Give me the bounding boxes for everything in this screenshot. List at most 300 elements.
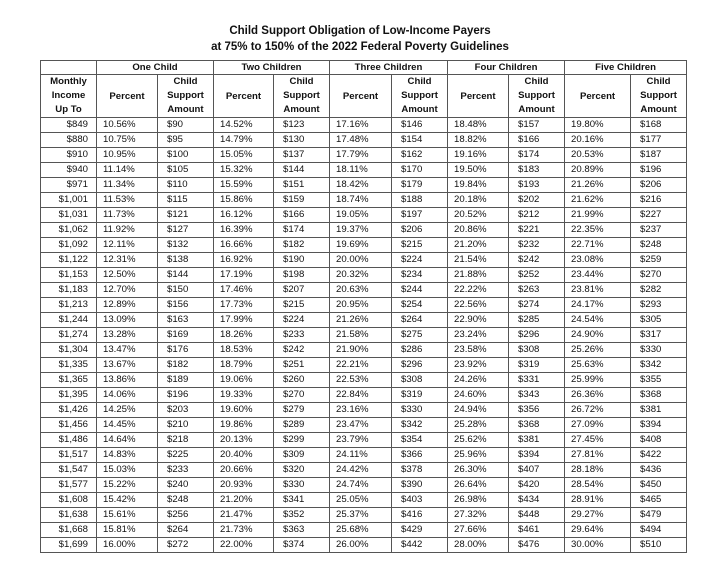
percent-cell: 20.13%	[214, 433, 274, 448]
amount-cell: $381	[509, 433, 565, 448]
percent-cell: 14.83%	[97, 448, 158, 463]
percent-cell: 20.53%	[565, 148, 631, 163]
percent-cell: 15.32%	[214, 163, 274, 178]
amount-cell: $225	[158, 448, 214, 463]
amount-cell: $461	[509, 523, 565, 538]
header-line: Child	[646, 76, 671, 87]
amount-cell: $187	[631, 148, 687, 163]
amount-cell: $242	[509, 253, 565, 268]
income-cell: $940	[41, 163, 97, 178]
percent-cell: 27.81%	[565, 448, 631, 463]
percent-cell: 23.08%	[565, 253, 631, 268]
amount-cell: $293	[631, 298, 687, 313]
income-cell: $1,062	[41, 223, 97, 238]
header-line: Child	[407, 76, 432, 87]
percent-cell: 26.00%	[330, 538, 392, 553]
percent-cell: 25.26%	[565, 343, 631, 358]
percent-cell: 21.20%	[448, 238, 509, 253]
percent-cell: 19.05%	[330, 208, 392, 223]
table-row	[41, 433, 687, 448]
income-cell: $1,183	[41, 283, 97, 298]
percent-cell: 18.48%	[448, 118, 509, 133]
income-cell: $1,608	[41, 493, 97, 508]
percent-cell: 18.26%	[214, 328, 274, 343]
col-header-child-support-amount	[158, 75, 214, 118]
amount-cell: $188	[392, 193, 448, 208]
amount-cell: $256	[158, 508, 214, 523]
percent-cell: 19.06%	[214, 373, 274, 388]
amount-cell: $232	[509, 238, 565, 253]
amount-cell: $343	[509, 388, 565, 403]
table-row	[41, 148, 687, 163]
table-row	[41, 478, 687, 493]
percent-cell: 24.74%	[330, 478, 392, 493]
amount-cell: $123	[274, 118, 330, 133]
header-line: Support	[283, 90, 320, 101]
table-row	[41, 163, 687, 178]
table-row	[41, 133, 687, 148]
amount-cell: $233	[274, 328, 330, 343]
header-line: Amount	[518, 104, 555, 115]
percent-cell: 22.22%	[448, 283, 509, 298]
percent-cell: 17.46%	[214, 283, 274, 298]
amount-cell: $308	[509, 343, 565, 358]
amount-cell: $263	[509, 283, 565, 298]
table-row	[41, 118, 687, 133]
amount-cell: $510	[631, 538, 687, 553]
percent-cell: 22.56%	[448, 298, 509, 313]
amount-cell: $378	[392, 463, 448, 478]
amount-cell: $240	[158, 478, 214, 493]
amount-cell: $234	[392, 268, 448, 283]
amount-cell: $368	[631, 388, 687, 403]
amount-cell: $272	[158, 538, 214, 553]
amount-cell: $319	[509, 358, 565, 373]
amount-cell: $331	[509, 373, 565, 388]
amount-cell: $151	[274, 178, 330, 193]
percent-cell: 24.42%	[330, 463, 392, 478]
amount-cell: $341	[274, 493, 330, 508]
percent-cell: 28.91%	[565, 493, 631, 508]
col-header-percent: Percent	[330, 75, 392, 118]
income-cell: $1,335	[41, 358, 97, 373]
amount-cell: $138	[158, 253, 214, 268]
amount-cell: $110	[158, 178, 214, 193]
percent-cell: 21.73%	[214, 523, 274, 538]
percent-cell: 23.24%	[448, 328, 509, 343]
amount-cell: $366	[392, 448, 448, 463]
amount-cell: $190	[274, 253, 330, 268]
amount-cell: $242	[274, 343, 330, 358]
percent-cell: 15.05%	[214, 148, 274, 163]
income-cell: $1,213	[41, 298, 97, 313]
percent-cell: 22.84%	[330, 388, 392, 403]
header-line: Child	[289, 76, 314, 87]
amount-cell: $320	[274, 463, 330, 478]
income-cell: $1,304	[41, 343, 97, 358]
amount-cell: $494	[631, 523, 687, 538]
percent-cell: 14.25%	[97, 403, 158, 418]
percent-cell: 21.88%	[448, 268, 509, 283]
percent-cell: 24.17%	[565, 298, 631, 313]
percent-cell: 13.47%	[97, 343, 158, 358]
col-header-percent: Percent	[565, 75, 631, 118]
amount-cell: $251	[274, 358, 330, 373]
table-row	[41, 388, 687, 403]
income-cell: $1,456	[41, 418, 97, 433]
amount-cell: $163	[158, 313, 214, 328]
col-header-child-support-amount	[274, 75, 330, 118]
amount-cell: $422	[631, 448, 687, 463]
percent-cell: 20.93%	[214, 478, 274, 493]
percent-cell: 23.47%	[330, 418, 392, 433]
percent-cell: 12.11%	[97, 238, 158, 253]
income-cell: $1,244	[41, 313, 97, 328]
percent-cell: 24.11%	[330, 448, 392, 463]
percent-cell: 15.42%	[97, 493, 158, 508]
amount-cell: $90	[158, 118, 214, 133]
percent-cell: 18.74%	[330, 193, 392, 208]
amount-cell: $403	[392, 493, 448, 508]
percent-cell: 13.86%	[97, 373, 158, 388]
percent-cell: 20.32%	[330, 268, 392, 283]
percent-cell: 25.96%	[448, 448, 509, 463]
table-row	[41, 493, 687, 508]
amount-cell: $206	[392, 223, 448, 238]
amount-cell: $168	[631, 118, 687, 133]
amount-cell: $174	[274, 223, 330, 238]
amount-cell: $254	[392, 298, 448, 313]
percent-cell: 18.79%	[214, 358, 274, 373]
table-row	[41, 508, 687, 523]
amount-cell: $264	[158, 523, 214, 538]
table-row	[41, 418, 687, 433]
amount-cell: $176	[158, 343, 214, 358]
percent-cell: 14.06%	[97, 388, 158, 403]
amount-cell: $144	[274, 163, 330, 178]
header-line: Child	[173, 76, 198, 87]
income-cell: $880	[41, 133, 97, 148]
percent-cell: 15.22%	[97, 478, 158, 493]
percent-cell: 25.63%	[565, 358, 631, 373]
table-row	[41, 358, 687, 373]
percent-cell: 20.95%	[330, 298, 392, 313]
col-header-child-support-amount	[631, 75, 687, 118]
amount-cell: $436	[631, 463, 687, 478]
percent-cell: 21.99%	[565, 208, 631, 223]
header-line: Amount	[283, 104, 320, 115]
amount-cell: $299	[274, 433, 330, 448]
amount-cell: $206	[631, 178, 687, 193]
amount-cell: $450	[631, 478, 687, 493]
income-cell: $1,365	[41, 373, 97, 388]
amount-cell: $210	[158, 418, 214, 433]
amount-cell: $296	[509, 328, 565, 343]
percent-cell: 19.84%	[448, 178, 509, 193]
table-row	[41, 253, 687, 268]
header-line: Support	[518, 90, 555, 101]
percent-cell: 25.99%	[565, 373, 631, 388]
amount-cell: $252	[509, 268, 565, 283]
group-header-three-children: Three Children	[330, 61, 448, 75]
amount-cell: $259	[631, 253, 687, 268]
percent-cell: 15.03%	[97, 463, 158, 478]
table-row	[41, 523, 687, 538]
amount-cell: $448	[509, 508, 565, 523]
header-line: Amount	[401, 104, 438, 115]
header-line: Amount	[640, 104, 677, 115]
amount-cell: $407	[509, 463, 565, 478]
amount-cell: $317	[631, 328, 687, 343]
percent-cell: 22.71%	[565, 238, 631, 253]
group-header-two-children: Two Children	[214, 61, 330, 75]
amount-cell: $121	[158, 208, 214, 223]
income-cell: $1,031	[41, 208, 97, 223]
amount-cell: $381	[631, 403, 687, 418]
percent-cell: 16.39%	[214, 223, 274, 238]
amount-cell: $289	[274, 418, 330, 433]
col-header-percent: Percent	[214, 75, 274, 118]
amount-cell: $174	[509, 148, 565, 163]
amount-cell: $260	[274, 373, 330, 388]
percent-cell: 27.45%	[565, 433, 631, 448]
table-subtitle: at 75% to 150% of the 2022 Federal Poverty Guidelines	[211, 41, 509, 53]
percent-cell: 19.33%	[214, 388, 274, 403]
amount-cell: $196	[158, 388, 214, 403]
percent-cell: 22.00%	[214, 538, 274, 553]
header-line: Amount	[167, 104, 204, 115]
amount-cell: $342	[631, 358, 687, 373]
percent-cell: 20.66%	[214, 463, 274, 478]
percent-cell: 27.09%	[565, 418, 631, 433]
percent-cell: 20.89%	[565, 163, 631, 178]
percent-cell: 27.32%	[448, 508, 509, 523]
percent-cell: 19.16%	[448, 148, 509, 163]
amount-cell: $215	[392, 238, 448, 253]
amount-cell: $156	[158, 298, 214, 313]
percent-cell: 12.89%	[97, 298, 158, 313]
income-cell: $1,517	[41, 448, 97, 463]
amount-cell: $394	[509, 448, 565, 463]
percent-cell: 12.50%	[97, 268, 158, 283]
percent-cell: 16.12%	[214, 208, 274, 223]
percent-cell: 17.48%	[330, 133, 392, 148]
percent-cell: 13.28%	[97, 328, 158, 343]
percent-cell: 25.62%	[448, 433, 509, 448]
percent-cell: 16.92%	[214, 253, 274, 268]
amount-cell: $354	[392, 433, 448, 448]
header-line: Child	[524, 76, 549, 87]
percent-cell: 25.28%	[448, 418, 509, 433]
percent-cell: 25.05%	[330, 493, 392, 508]
amount-cell: $390	[392, 478, 448, 493]
percent-cell: 23.58%	[448, 343, 509, 358]
percent-cell: 14.52%	[214, 118, 274, 133]
table-row	[41, 283, 687, 298]
amount-cell: $169	[158, 328, 214, 343]
header-line: Monthly	[50, 76, 87, 87]
amount-cell: $465	[631, 493, 687, 508]
amount-cell: $154	[392, 133, 448, 148]
percent-cell: 20.52%	[448, 208, 509, 223]
table-row	[41, 298, 687, 313]
percent-cell: 20.16%	[565, 133, 631, 148]
amount-cell: $207	[274, 283, 330, 298]
percent-cell: 15.81%	[97, 523, 158, 538]
table-row	[41, 463, 687, 478]
percent-cell: 22.21%	[330, 358, 392, 373]
col-header-child-support-amount	[509, 75, 565, 118]
percent-cell: 21.58%	[330, 328, 392, 343]
percent-cell: 16.00%	[97, 538, 158, 553]
amount-cell: $330	[392, 403, 448, 418]
amount-cell: $408	[631, 433, 687, 448]
amount-cell: $420	[509, 478, 565, 493]
percent-cell: 15.86%	[214, 193, 274, 208]
percent-cell: 17.99%	[214, 313, 274, 328]
amount-cell: $342	[392, 418, 448, 433]
table-row	[41, 313, 687, 328]
percent-cell: 28.54%	[565, 478, 631, 493]
percent-cell: 21.26%	[565, 178, 631, 193]
percent-cell: 11.34%	[97, 178, 158, 193]
amount-cell: $442	[392, 538, 448, 553]
percent-cell: 28.18%	[565, 463, 631, 478]
percent-cell: 14.64%	[97, 433, 158, 448]
percent-cell: 10.56%	[97, 118, 158, 133]
income-cell: $1,001	[41, 193, 97, 208]
amount-cell: $182	[274, 238, 330, 253]
percent-cell: 21.26%	[330, 313, 392, 328]
percent-cell: 26.64%	[448, 478, 509, 493]
amount-cell: $275	[392, 328, 448, 343]
income-cell: $971	[41, 178, 97, 193]
table-row	[41, 193, 687, 208]
table-row	[41, 223, 687, 238]
group-header-one-child: One Child	[97, 61, 214, 75]
table-row	[41, 178, 687, 193]
amount-cell: $355	[631, 373, 687, 388]
amount-cell: $166	[274, 208, 330, 223]
percent-cell: 19.86%	[214, 418, 274, 433]
percent-cell: 23.44%	[565, 268, 631, 283]
amount-cell: $330	[274, 478, 330, 493]
income-cell: $1,395	[41, 388, 97, 403]
header-blank	[41, 61, 97, 75]
amount-cell: $394	[631, 418, 687, 433]
percent-cell: 17.16%	[330, 118, 392, 133]
col-header-percent: Percent	[448, 75, 509, 118]
table-row	[41, 238, 687, 253]
amount-cell: $248	[158, 493, 214, 508]
amount-cell: $285	[509, 313, 565, 328]
amount-cell: $100	[158, 148, 214, 163]
amount-cell: $270	[274, 388, 330, 403]
amount-cell: $363	[274, 523, 330, 538]
income-cell: $1,699	[41, 538, 97, 553]
percent-cell: 14.45%	[97, 418, 158, 433]
percent-cell: 21.62%	[565, 193, 631, 208]
income-cell: $1,486	[41, 433, 97, 448]
amount-cell: $416	[392, 508, 448, 523]
percent-cell: 15.61%	[97, 508, 158, 523]
table-row	[41, 448, 687, 463]
percent-cell: 22.53%	[330, 373, 392, 388]
amount-cell: $309	[274, 448, 330, 463]
amount-cell: $216	[631, 193, 687, 208]
group-header-four-children: Four Children	[448, 61, 565, 75]
amount-cell: $233	[158, 463, 214, 478]
amount-cell: $177	[631, 133, 687, 148]
amount-cell: $227	[631, 208, 687, 223]
amount-cell: $319	[392, 388, 448, 403]
percent-cell: 23.79%	[330, 433, 392, 448]
amount-cell: $170	[392, 163, 448, 178]
income-cell: $1,153	[41, 268, 97, 283]
income-cell: $1,274	[41, 328, 97, 343]
amount-cell: $146	[392, 118, 448, 133]
amount-cell: $270	[631, 268, 687, 283]
percent-cell: 29.27%	[565, 508, 631, 523]
percent-cell: 20.63%	[330, 283, 392, 298]
amount-cell: $248	[631, 238, 687, 253]
percent-cell: 16.66%	[214, 238, 274, 253]
amount-cell: $282	[631, 283, 687, 298]
amount-cell: $274	[509, 298, 565, 313]
amount-cell: $429	[392, 523, 448, 538]
percent-cell: 15.59%	[214, 178, 274, 193]
header-line: Support	[640, 90, 677, 101]
table-row	[41, 403, 687, 418]
amount-cell: $296	[392, 358, 448, 373]
amount-cell: $374	[274, 538, 330, 553]
amount-cell: $159	[274, 193, 330, 208]
amount-cell: $105	[158, 163, 214, 178]
percent-cell: 21.20%	[214, 493, 274, 508]
amount-cell: $196	[631, 163, 687, 178]
percent-cell: 21.54%	[448, 253, 509, 268]
percent-cell: 24.54%	[565, 313, 631, 328]
percent-cell: 26.98%	[448, 493, 509, 508]
amount-cell: $308	[392, 373, 448, 388]
percent-cell: 25.68%	[330, 523, 392, 538]
amount-cell: $157	[509, 118, 565, 133]
percent-cell: 26.30%	[448, 463, 509, 478]
percent-cell: 18.42%	[330, 178, 392, 193]
percent-cell: 18.82%	[448, 133, 509, 148]
col-header-child-support-amount	[392, 75, 448, 118]
income-cell: $1,092	[41, 238, 97, 253]
col-header-percent: Percent	[97, 75, 158, 118]
income-cell: $1,547	[41, 463, 97, 478]
percent-cell: 25.37%	[330, 508, 392, 523]
amount-cell: $434	[509, 493, 565, 508]
amount-cell: $166	[509, 133, 565, 148]
percent-cell: 23.81%	[565, 283, 631, 298]
percent-cell: 20.86%	[448, 223, 509, 238]
amount-cell: $286	[392, 343, 448, 358]
table-title: Child Support Obligation of Low-Income Payers	[229, 25, 491, 37]
percent-cell: 10.95%	[97, 148, 158, 163]
amount-cell: $279	[274, 403, 330, 418]
percent-cell: 26.36%	[565, 388, 631, 403]
amount-cell: $182	[158, 358, 214, 373]
amount-cell: $189	[158, 373, 214, 388]
percent-cell: 18.11%	[330, 163, 392, 178]
amount-cell: $224	[274, 313, 330, 328]
income-cell: $849	[41, 118, 97, 133]
income-cell: $1,668	[41, 523, 97, 538]
